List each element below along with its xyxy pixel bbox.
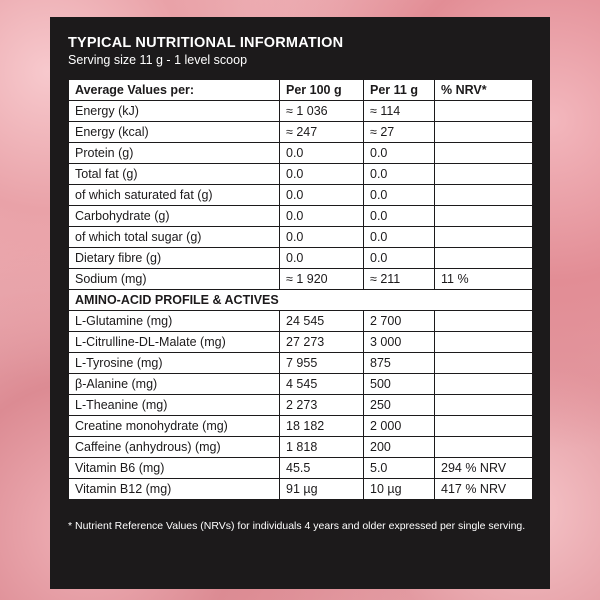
table-row: [69, 101, 533, 122]
row-nrv: 417 % NRV: [435, 479, 533, 500]
row-per-11g: 0.0: [364, 143, 435, 164]
row-nrv: [435, 122, 533, 143]
row-per-11g: 0.0: [364, 227, 435, 248]
row-label: Creatine monohydrate (mg): [69, 416, 280, 437]
row-per-11g: 5.0: [364, 458, 435, 479]
row-nrv: [435, 374, 533, 395]
row-per-11g: 250: [364, 395, 435, 416]
row-nrv: [435, 185, 533, 206]
row-nrv: [435, 395, 533, 416]
row-per-11g: 0.0: [364, 164, 435, 185]
row-nrv: [435, 437, 533, 458]
row-per-11g: ≈ 211: [364, 269, 435, 290]
nutrition-panel: [50, 17, 550, 589]
row-per-100g: 1 818: [280, 437, 364, 458]
row-label: Caffeine (anhydrous) (mg): [69, 437, 280, 458]
row-label: of which saturated fat (g): [69, 185, 280, 206]
table-row: [69, 248, 533, 269]
row-label: Carbohydrate (g): [69, 206, 280, 227]
row-nrv: 11 %: [435, 269, 533, 290]
nutrition-body: [69, 101, 533, 290]
row-per-11g: 3 000: [364, 332, 435, 353]
footnote: * Nutrient Reference Values (NRVs) for individuals 4 years and older expressed per single serving.: [68, 520, 526, 532]
row-nrv: [435, 248, 533, 269]
row-per-11g: 0.0: [364, 185, 435, 206]
header-per-100g: Per 100 g: [280, 80, 364, 101]
table-header-row: [69, 80, 533, 101]
table-row: [69, 227, 533, 248]
row-per-100g: ≈ 1 920: [280, 269, 364, 290]
row-nrv: [435, 311, 533, 332]
row-per-100g: ≈ 247: [280, 122, 364, 143]
section-label: AMINO-ACID PROFILE & ACTIVES: [69, 290, 533, 311]
row-label: L-Glutamine (mg): [69, 311, 280, 332]
row-label: Energy (kcal): [69, 122, 280, 143]
row-per-11g: ≈ 27: [364, 122, 435, 143]
row-per-11g: ≈ 114: [364, 101, 435, 122]
row-label: of which total sugar (g): [69, 227, 280, 248]
table-row: [69, 353, 533, 374]
panel-title: TYPICAL NUTRITIONAL INFORMATION: [68, 35, 344, 51]
row-nrv: [435, 416, 533, 437]
row-per-100g: 0.0: [280, 227, 364, 248]
table-row: [69, 479, 533, 500]
row-per-100g: ≈ 1 036: [280, 101, 364, 122]
section-row: [69, 290, 533, 311]
row-per-11g: 2 700: [364, 311, 435, 332]
row-label: Dietary fibre (g): [69, 248, 280, 269]
table-row: [69, 395, 533, 416]
row-per-100g: 7 955: [280, 353, 364, 374]
header-average-values: Average Values per:: [69, 80, 280, 101]
row-label: L-Citrulline-DL-Malate (mg): [69, 332, 280, 353]
row-per-100g: 24 545: [280, 311, 364, 332]
row-per-100g: 0.0: [280, 185, 364, 206]
row-per-11g: 875: [364, 353, 435, 374]
row-per-100g: 27 273: [280, 332, 364, 353]
row-per-11g: 0.0: [364, 206, 435, 227]
row-label: Protein (g): [69, 143, 280, 164]
table-row: [69, 164, 533, 185]
row-nrv: [435, 227, 533, 248]
row-per-11g: 500: [364, 374, 435, 395]
serving-size: Serving size 11 g - 1 level scoop: [68, 53, 248, 67]
row-per-11g: 0.0: [364, 248, 435, 269]
row-nrv: [435, 332, 533, 353]
row-label: Sodium (mg): [69, 269, 280, 290]
row-per-100g: 45.5: [280, 458, 364, 479]
row-label: β-Alanine (mg): [69, 374, 280, 395]
table-row: [69, 185, 533, 206]
row-label: Energy (kJ): [69, 101, 280, 122]
table-row: [69, 374, 533, 395]
row-per-100g: 0.0: [280, 143, 364, 164]
row-per-100g: 0.0: [280, 206, 364, 227]
table-row: [69, 269, 533, 290]
row-per-100g: 18 182: [280, 416, 364, 437]
row-per-100g: 91 µg: [280, 479, 364, 500]
header-nrv: % NRV*: [435, 80, 533, 101]
table-row: [69, 416, 533, 437]
row-per-100g: 4 545: [280, 374, 364, 395]
table-row: [69, 122, 533, 143]
row-label: Total fat (g): [69, 164, 280, 185]
row-per-11g: 10 µg: [364, 479, 435, 500]
section-body: [69, 290, 533, 311]
table-row: [69, 458, 533, 479]
table-row: [69, 206, 533, 227]
table-row: [69, 311, 533, 332]
row-label: Vitamin B6 (mg): [69, 458, 280, 479]
row-per-100g: 0.0: [280, 164, 364, 185]
row-per-100g: 0.0: [280, 248, 364, 269]
row-nrv: [435, 206, 533, 227]
row-nrv: 294 % NRV: [435, 458, 533, 479]
table-row: [69, 332, 533, 353]
row-nrv: [435, 164, 533, 185]
header-per-11g: Per 11 g: [364, 80, 435, 101]
row-nrv: [435, 353, 533, 374]
row-per-11g: 200: [364, 437, 435, 458]
row-per-100g: 2 273: [280, 395, 364, 416]
nutrition-table: [68, 79, 533, 500]
row-per-11g: 2 000: [364, 416, 435, 437]
row-nrv: [435, 143, 533, 164]
row-label: L-Theanine (mg): [69, 395, 280, 416]
table-row: [69, 437, 533, 458]
row-label: L-Tyrosine (mg): [69, 353, 280, 374]
table-row: [69, 143, 533, 164]
row-label: Vitamin B12 (mg): [69, 479, 280, 500]
actives-body: [69, 311, 533, 500]
row-nrv: [435, 101, 533, 122]
